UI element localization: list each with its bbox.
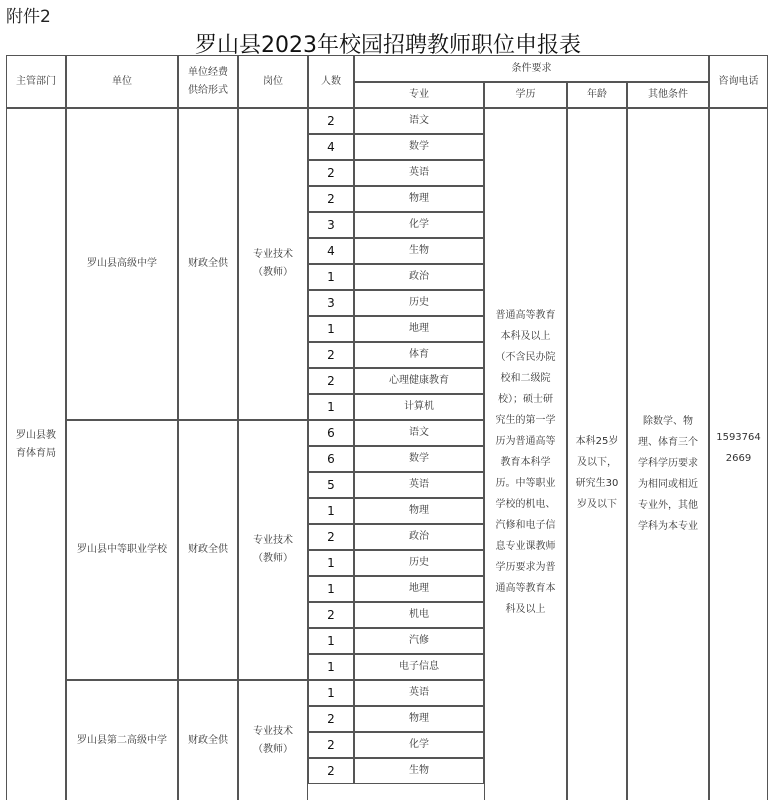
count-cell: 1 [308, 498, 354, 524]
unit-name: 罗山县第二高级中学 [66, 680, 178, 800]
phone-cell: 1593764 2669 [709, 108, 768, 800]
major-cell: 数学 [354, 134, 484, 160]
unit-name: 罗山县中等职业学校 [66, 420, 178, 680]
unit-post: 专业技术 （教师） [238, 420, 308, 680]
major-cell: 化学 [354, 732, 484, 758]
major-cell: 历史 [354, 290, 484, 316]
unit-funding: 财政全供 [178, 680, 238, 800]
count-cell: 2 [308, 342, 354, 368]
header-count: 人数 [308, 55, 354, 108]
unit-funding: 财政全供 [178, 420, 238, 680]
count-cell: 2 [308, 732, 354, 758]
count-cell: 6 [308, 420, 354, 446]
major-cell: 生物 [354, 758, 484, 784]
major-cell: 地理 [354, 576, 484, 602]
header-post: 岗位 [238, 55, 308, 108]
count-cell: 6 [308, 446, 354, 472]
major-cell: 计算机 [354, 394, 484, 420]
unit-post: 专业技术 （教师） [238, 108, 308, 420]
major-cell: 机电 [354, 602, 484, 628]
major-cell: 数学 [354, 446, 484, 472]
unit-funding: 财政全供 [178, 108, 238, 420]
count-cell: 1 [308, 550, 354, 576]
age-requirement: 本科25岁 及以下， 研究生30 岁及以下 [567, 108, 627, 800]
major-cell: 语文 [354, 420, 484, 446]
department-cell: 罗山县教 育体育局 [6, 108, 66, 800]
header-major: 专业 [354, 82, 484, 108]
count-cell: 5 [308, 472, 354, 498]
major-cell: 政治 [354, 264, 484, 290]
count-cell: 1 [308, 264, 354, 290]
major-cell: 英语 [354, 472, 484, 498]
header-phone: 咨询电话 [709, 55, 768, 108]
major-cell: 汽修 [354, 628, 484, 654]
annex-label: 附件2 [6, 7, 51, 27]
major-cell: 历史 [354, 550, 484, 576]
count-cell: 1 [308, 654, 354, 680]
count-cell: 2 [308, 186, 354, 212]
header-department: 主管部门 [6, 55, 66, 108]
header-age: 年龄 [567, 82, 627, 108]
count-cell: 2 [308, 602, 354, 628]
count-cell: 1 [308, 316, 354, 342]
count-cell: 1 [308, 576, 354, 602]
count-cell: 2 [308, 368, 354, 394]
major-cell: 电子信息 [354, 654, 484, 680]
count-cell: 3 [308, 290, 354, 316]
unit-post: 专业技术 （教师） [238, 680, 308, 800]
count-cell: 2 [308, 108, 354, 134]
count-cell: 1 [308, 628, 354, 654]
count-cell: 4 [308, 134, 354, 160]
header-education: 学历 [484, 82, 567, 108]
count-cell: 1 [308, 680, 354, 706]
major-cell: 体育 [354, 342, 484, 368]
major-cell: 语文 [354, 108, 484, 134]
education-requirement: 普通高等教育 本科及以上 （不含民办院 校和二级院 校）；硕士研 究生的第一学 历为普通高等 教育本科学 历。中等职业 学校的机电、 汽修和电子信 息专业课教师 学历要求为普 通高等教育本 科及以上 [484, 108, 567, 800]
major-cell: 政治 [354, 524, 484, 550]
count-cell: 2 [308, 758, 354, 784]
major-cell: 物理 [354, 498, 484, 524]
header-funding: 单位经费 供给形式 [178, 55, 238, 108]
major-cell: 物理 [354, 706, 484, 732]
other-requirement: 除数学、物 理、体育三个 学科学历要求 为相同或相近 专业外，其他 学科为本专业 [627, 108, 709, 800]
major-cell: 心理健康教育 [354, 368, 484, 394]
major-cell: 生物 [354, 238, 484, 264]
count-cell: 4 [308, 238, 354, 264]
header-other: 其他条件 [627, 82, 709, 108]
header-conditions: 条件要求 [354, 55, 709, 82]
count-cell: 2 [308, 706, 354, 732]
major-cell: 英语 [354, 680, 484, 706]
header-unit: 单位 [66, 55, 178, 108]
major-cell: 英语 [354, 160, 484, 186]
count-cell: 3 [308, 212, 354, 238]
count-cell: 1 [308, 394, 354, 420]
major-cell: 化学 [354, 212, 484, 238]
count-cell: 2 [308, 524, 354, 550]
count-cell: 2 [308, 160, 354, 186]
page-title: 罗山县2023年校园招聘教师职位申报表 [195, 33, 581, 58]
major-cell: 物理 [354, 186, 484, 212]
unit-name: 罗山县高级中学 [66, 108, 178, 420]
major-cell: 地理 [354, 316, 484, 342]
